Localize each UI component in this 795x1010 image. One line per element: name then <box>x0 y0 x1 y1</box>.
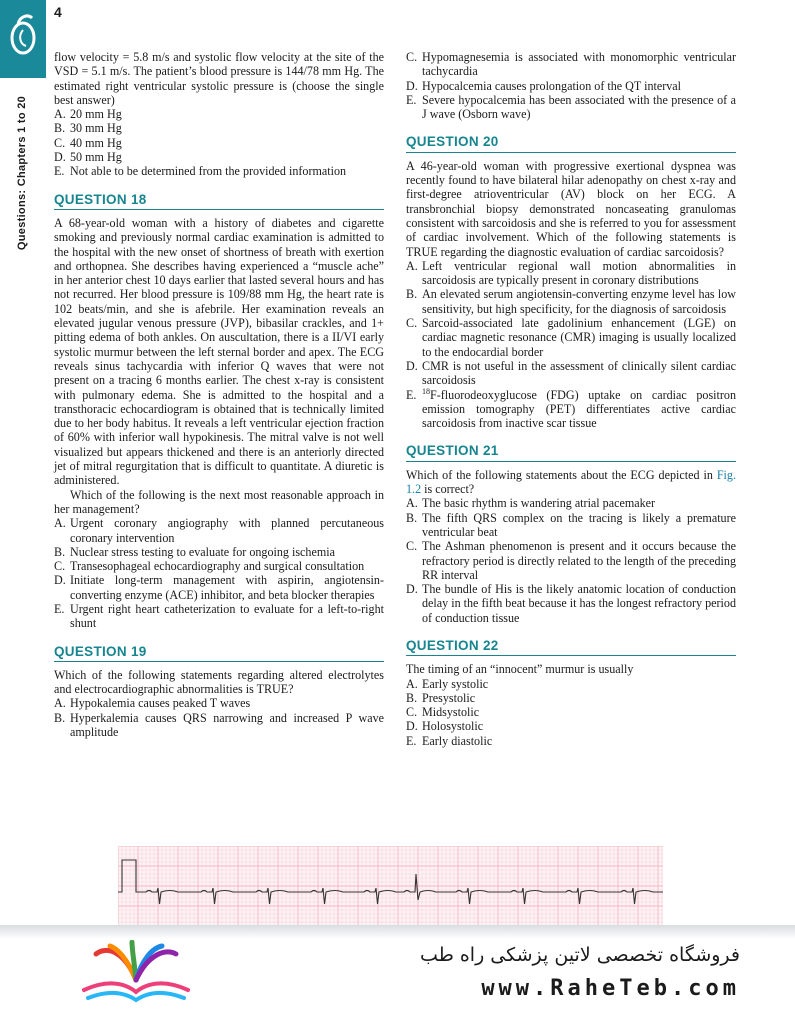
answer-options <box>406 259 736 431</box>
option-text: Presystolic <box>422 690 476 705</box>
answer-option <box>406 79 736 93</box>
answer-options <box>54 516 384 630</box>
question-17-continued <box>54 50 384 179</box>
option-text: Sarcoid-associated late gadolinium enhancement (LGE) on cardiac magnetic resonance (CMR) imaging is usually localized to the endocardial border <box>422 316 736 359</box>
option-letter: D. <box>54 150 66 165</box>
answer-option <box>406 316 736 359</box>
option-letter: D. <box>406 78 418 93</box>
option-letter: E. <box>54 164 65 179</box>
answer-option <box>54 545 384 559</box>
chapter-tab <box>0 0 46 78</box>
answer-option <box>406 511 736 540</box>
answer-option <box>54 121 384 135</box>
option-letter: E. <box>54 601 65 616</box>
option-letter: B. <box>54 544 66 559</box>
option-text: Early diastolic <box>422 733 493 748</box>
option-text: Hypocalcemia causes prolongation of the QT interval <box>422 78 682 93</box>
option-text: The basic rhythm is wandering atrial pacemaker <box>422 496 656 511</box>
option-letter: D. <box>406 719 418 734</box>
answer-options-continued <box>406 50 736 121</box>
question-heading: QUESTION 18 <box>54 193 384 210</box>
isotope-superscript: 18 <box>422 386 430 396</box>
option-letter: C. <box>406 50 418 64</box>
running-header: Questions: Chapters 1 to 20 <box>16 95 29 251</box>
option-text: The bundle of His is the likely anatomic location of conduction delay in the fifth beat because it has the longest refractory period of conduction tissue <box>422 582 736 625</box>
answer-option <box>406 93 736 122</box>
option-text: The fifth QRS complex on the tracing is likely a premature ventricular beat <box>422 510 736 539</box>
stem-text: Which of the following statements about the ECG depicted in <box>406 467 717 482</box>
option-text: Urgent right heart catheterization to evaluate for a left-to-right shunt <box>70 601 384 631</box>
figure-link[interactable]: Fig. 1.2 <box>406 467 736 497</box>
answer-option <box>406 677 736 691</box>
answer-option <box>406 287 736 316</box>
option-text-body: F-fluorodeoxyglucose (FDG) uptake on cardiac positron emission tomography (PET) differentiates active cardiac sarcoidosis from inactive scar tissue <box>422 387 736 431</box>
option-text: Holosystolic <box>422 719 484 734</box>
question-stem: A 46-year-old woman with progressive exertional dyspnea was recently found to have bilateral hilar adenopathy on chest x-ray and first-degree atrioventricular (AV) block on her ECG. A transbronchial biopsy demonstrated noncaseating granulomas consistent with sarcoidosis and she is referred to you for assessment of cardiac involvement. Which of the following statements is TRUE regarding the diagnostic evaluation of cardiac sarcoidosis? <box>406 158 736 259</box>
option-text: The Ashman phenomenon is present and it occurs because the refractory period is directly related to the length of the preceding RR interval <box>422 539 736 582</box>
option-text <box>422 388 736 431</box>
answer-option <box>406 388 736 431</box>
left-column <box>54 50 384 739</box>
answer-option <box>406 582 736 625</box>
option-text: Hypokalemia causes peaked T waves <box>70 696 251 711</box>
option-text: 30 mm Hg <box>70 121 122 136</box>
option-letter: A. <box>406 676 418 691</box>
answer-options <box>406 677 736 748</box>
question-stem: A 68-year-old woman with a history of diabetes and cigarette smoking and previously normal cardiac examination is admitted to the hospital with the new onset of shortness of breath with exertion and orthopnea. She describes having experienced a “muscle ache” in her anterior chest 10 days earlier that lasted several hours and has not recurred. Her blood pressure is 109/88 mm Hg, the heart rate is 102 beats/min, and she is afebrile. Her examination reveals an elevated jugular venous pressure (JVP), bibasilar crackles, and 1+ pitting edema of both ankles. On auscultation, there is a II/VI early systolic murmur between the left sternal border and apex. The ECG reveals sinus tachycardia with inferior Q waves that were not present on a tracing 6 months earlier. The chest x-ray is consistent with pulmonary edema. She is admitted to the hospital and a transthoracic echocardiogram is obtained that is technically limited due to her body habitus. It reveals a left ventricular ejection fraction of 60% with inferior wall hypokinesis. The mitral valve is not well visualized but appears thickened and there is an anteriorly directed jet of mitral regurgitation that is difficult to quantitate. A diuretic is administered. <box>54 215 384 488</box>
question-21 <box>406 444 736 625</box>
option-letter: C. <box>54 559 66 574</box>
answer-options <box>406 496 736 625</box>
answer-option <box>406 259 736 288</box>
open-book-logo <box>76 940 196 1006</box>
option-text: CMR is not useful in the assessment of clinically silent cardiac sarcoidosis <box>422 358 736 388</box>
option-text: 50 mm Hg <box>70 150 122 165</box>
question-stem: flow velocity = 5.8 m/s and systolic flow velocity at the site of the VSD = 5.1 m/s. The patient’s blood pressure is 144/78 mm Hg. The estimated right ventricular systolic pressure is (choose the single best answer) <box>54 50 384 107</box>
option-text: Initiate long-term management with aspirin, angiotensin-converting enzyme (ACE) inhibitor, and beta blocker therapies <box>70 573 384 602</box>
answer-option <box>406 691 736 705</box>
ecg-grid <box>118 846 663 926</box>
right-column <box>406 50 736 748</box>
option-letter: B. <box>406 510 418 525</box>
answer-option <box>406 539 736 582</box>
answer-option <box>54 696 384 710</box>
answer-option <box>54 164 384 178</box>
heart-logo-icon <box>6 10 40 60</box>
option-letter: A. <box>406 258 418 273</box>
answer-option <box>54 136 384 150</box>
option-letter: B. <box>54 121 66 136</box>
question-22 <box>406 639 736 748</box>
option-letter: A. <box>54 516 66 531</box>
option-letter: C. <box>406 316 418 331</box>
option-letter: E. <box>406 92 417 107</box>
option-text: Early systolic <box>422 676 489 691</box>
answer-option <box>406 50 736 79</box>
option-letter: D. <box>406 582 418 597</box>
option-text: Midsystolic <box>422 705 480 720</box>
answer-option <box>54 602 384 631</box>
option-text: Hyperkalemia causes QRS narrowing and increased P wave amplitude <box>70 710 384 740</box>
option-letter: A. <box>54 696 66 711</box>
option-letter: C. <box>406 705 418 720</box>
option-letter: A. <box>54 107 66 122</box>
ecg-strip <box>118 846 663 926</box>
option-letter: D. <box>54 573 66 588</box>
page-number: 4 <box>54 4 62 20</box>
option-text: 20 mm Hg <box>70 107 122 122</box>
question-stem: Which of the following statements regarding altered electrolytes and electrocardiographic abnormalities is TRUE? <box>54 667 384 697</box>
answer-option <box>54 559 384 573</box>
answer-option <box>406 496 736 510</box>
option-text: Not able to be determined from the provided information <box>70 164 347 179</box>
answer-option <box>406 705 736 719</box>
shop-url[interactable]: www.RaheTeb.com <box>481 976 740 1001</box>
question-heading: QUESTION 20 <box>406 135 736 152</box>
question-stem: The timing of an “innocent” murmur is usually <box>406 662 634 677</box>
question-heading: QUESTION 19 <box>54 645 384 662</box>
option-letter: A. <box>406 496 418 511</box>
question-prompt: Which of the following is the next most reasonable approach in her management? <box>54 487 384 516</box>
option-letter: B. <box>54 710 66 725</box>
question-stem <box>406 468 736 497</box>
option-text: Hypomagnesemia is associated with monomorphic ventricular tachycardia <box>422 50 736 79</box>
page-shadow <box>0 925 795 939</box>
answer-options <box>54 107 384 178</box>
answer-option <box>54 516 384 545</box>
answer-options <box>54 696 384 739</box>
option-letter: C. <box>54 135 66 150</box>
question-heading: QUESTION 22 <box>406 639 736 656</box>
option-text: 40 mm Hg <box>70 135 122 150</box>
option-letter: E. <box>406 733 417 748</box>
option-text: Nuclear stress testing to evaluate for ongoing ischemia <box>70 544 335 559</box>
option-letter: E. <box>406 387 417 402</box>
option-text: An elevated serum angiotensin-converting enzyme level has low sensitivity, but high specificity, for the diagnosis of sarcoidosis <box>422 287 736 316</box>
question-18 <box>54 193 384 631</box>
answer-option <box>54 107 384 121</box>
option-letter: B. <box>406 287 418 302</box>
answer-option <box>54 711 384 740</box>
answer-option <box>54 573 384 602</box>
option-letter: D. <box>406 358 418 373</box>
question-heading: QUESTION 21 <box>406 444 736 461</box>
side-strip <box>0 0 46 258</box>
option-text: Severe hypocalcemia has been associated with the presence of a J wave (Osborn wave) <box>422 92 736 122</box>
answer-option <box>406 719 736 733</box>
question-19 <box>54 645 384 740</box>
option-letter: C. <box>406 539 418 554</box>
shop-name: فروشگاه تخصصی لاتین پزشکی راه طب <box>420 944 740 966</box>
answer-option <box>54 150 384 164</box>
answer-option <box>406 734 736 748</box>
question-20 <box>406 135 736 430</box>
option-text: Urgent coronary angiography with planned percutaneous coronary intervention <box>70 516 384 545</box>
answer-option <box>406 359 736 388</box>
stem-text: is correct? <box>421 482 475 497</box>
option-text: Transesophageal echocardiography and surgical consultation <box>70 559 365 574</box>
option-letter: B. <box>406 690 418 705</box>
option-text: Left ventricular regional wall motion abnormalities in sarcoidosis are typically present in coronary distributions <box>422 258 736 288</box>
